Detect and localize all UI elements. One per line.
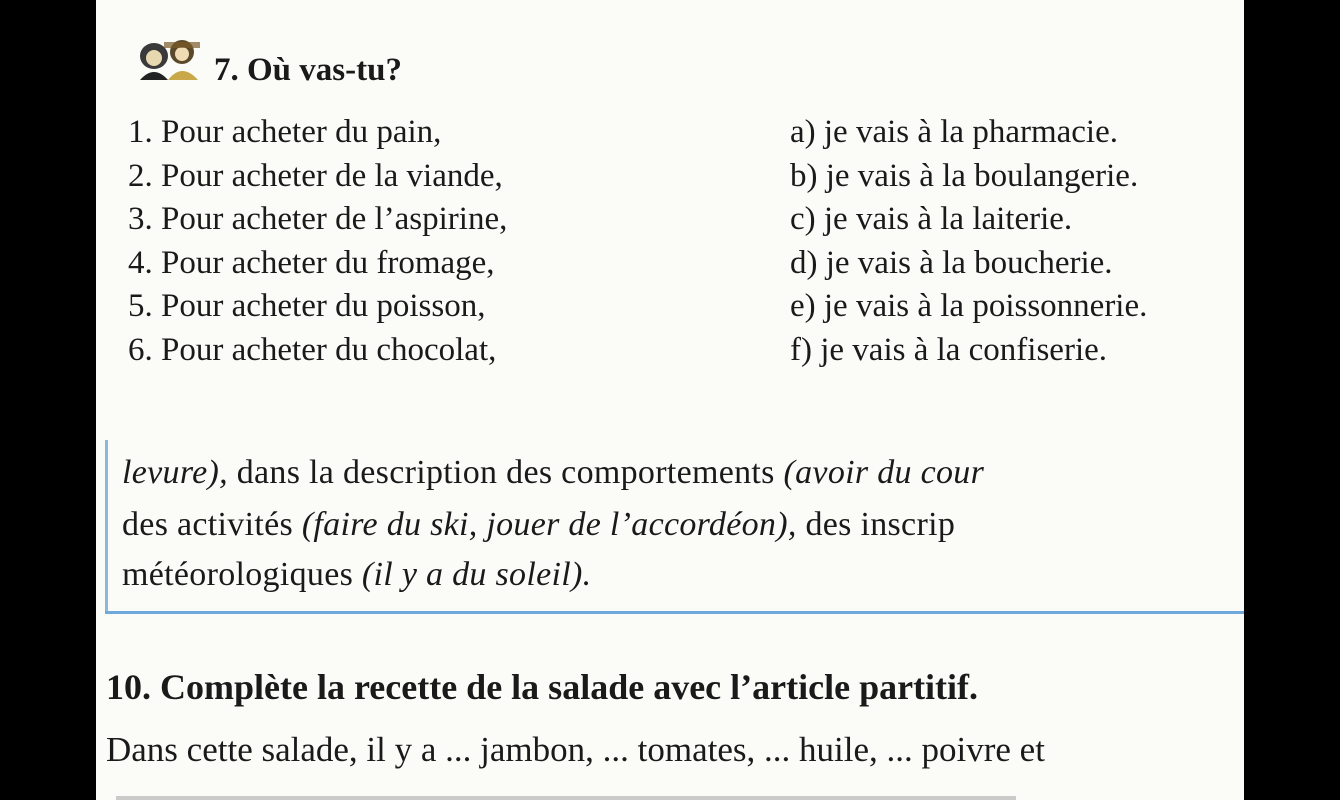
left-item-4: 4. Pour acheter du fromage, bbox=[128, 245, 495, 281]
grammar-info-box bbox=[96, 440, 1244, 616]
exercise-10-text: Dans cette salade, il y a ... jambon, ... tomates, ... huile, ... poivre et bbox=[106, 730, 1045, 769]
right-item-d: d) je vais à la boucherie. bbox=[790, 245, 1113, 281]
info-line-1-text: dans la description des comportements bbox=[227, 454, 784, 491]
right-item-e: e) je vais à la poissonnerie. bbox=[790, 288, 1148, 324]
exercise-7-title: 7. Où vas-tu? bbox=[214, 52, 402, 88]
box-left-border bbox=[105, 440, 108, 614]
right-item-f: f) je vais à la confiserie. bbox=[790, 332, 1108, 368]
info-line-3-text: météorologiques bbox=[122, 556, 362, 593]
textbook-page bbox=[96, 0, 1244, 800]
exercise-10-title: 10. Complète la recette de la salade avec l’article partitif. bbox=[106, 667, 979, 707]
box-bottom-border bbox=[105, 611, 1244, 614]
info-line-1 bbox=[122, 456, 984, 490]
right-item-c: c) je vais à la laiterie. bbox=[790, 201, 1073, 237]
left-item-1: 1. Pour acheter du pain, bbox=[128, 114, 442, 150]
right-item-a: a) je vais à la pharmacie. bbox=[790, 114, 1118, 150]
right-item-b: b) je vais à la boulangerie. bbox=[790, 158, 1139, 194]
info-line-3-italic: (il y a du soleil). bbox=[361, 556, 592, 593]
left-item-5: 5. Pour acheter du poisson, bbox=[128, 288, 486, 324]
info-line-3 bbox=[122, 558, 591, 592]
info-line-2-italic: (faire du ski, jouer de l’accordéon), bbox=[301, 506, 797, 543]
left-item-6: 6. Pour acheter du chocolat, bbox=[128, 332, 497, 368]
two-children-icon bbox=[132, 36, 202, 80]
info-line-1-italic-b: (avoir du cour bbox=[783, 454, 985, 491]
cut-off-next-line bbox=[116, 796, 1016, 800]
info-line-1-italic-a: levure), bbox=[122, 454, 228, 491]
info-line-2-text-b: des inscrip bbox=[796, 506, 956, 543]
left-item-3: 3. Pour acheter de l’aspirine, bbox=[128, 201, 508, 237]
left-item-2: 2. Pour acheter de la viande, bbox=[128, 158, 503, 194]
exercise-7 bbox=[96, 0, 1244, 430]
info-line-2-text-a: des activités bbox=[122, 506, 302, 543]
info-line-2 bbox=[122, 508, 955, 542]
